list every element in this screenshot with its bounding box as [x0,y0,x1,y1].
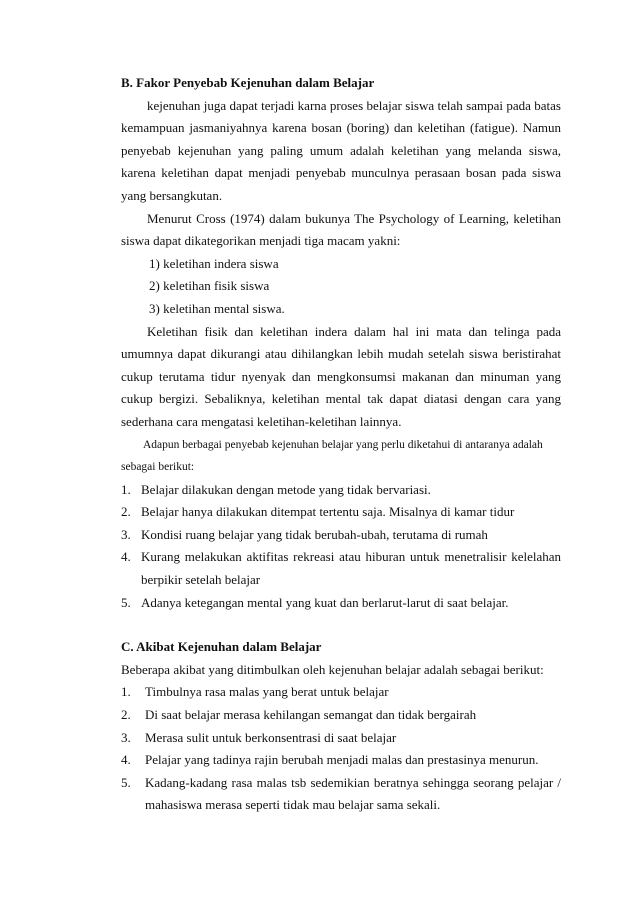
list-text-continuation: mahasiswa merasa seperti tidak mau belajar sama sekali. [145,797,441,813]
paragraph-line: Keletihan fisik dan keletihan indera dalam hal ini mata dan telinga pada [147,323,561,339]
list-text: Kurang melakukan aktifitas rekreasi atau hiburan untuk menetralisir kelelahan [141,549,561,565]
list-text: Belajar dilakukan dengan metode yang tidak bervariasi. [141,481,431,497]
list-number: 3. [121,729,131,745]
list-text: Kondisi ruang belajar yang tidak berubah-ubah, terutama di rumah [141,526,488,542]
list-item [121,479,561,502]
list-text: Kadang-kadang rasa malas tsb sedemikian beratnya sehingga seorang pelajar / [145,774,561,790]
paragraph-line: Menurut Cross (1974) dalam bukunya The Psychology of Learning, keletihan [147,210,561,226]
list-item [121,524,561,547]
list-item [121,772,561,795]
list-number: 2. [121,707,131,723]
paragraph-line: siswa dapat dikategorikan menjadi tiga macam yakni: [121,233,401,249]
list-text-continuation: berpikir setelah belajar [141,572,261,588]
list-item [121,592,561,615]
list-text: Timbulnya rasa malas yang berat untuk belajar [145,684,389,700]
list-item [121,749,561,772]
list-text: Belajar hanya dilakukan ditempat tertentu saja. Misalnya di kamar tidur [141,504,515,520]
paragraph-line: sebagai berikut: [121,461,195,474]
list-text: Di saat belajar merasa kehilangan semangat dan tidak bergairah [145,707,477,723]
list-item [121,681,561,704]
paragraph-line: kemampuan jasmaniyahnya karena bosan (boring) dan keletihan (fatigue). Namun [121,120,561,136]
list-text: Merasa sulit untuk berkonsentrasi di saat belajar [145,729,397,745]
section-gap [121,614,561,636]
paragraph-line: karena keletihan dapat menjadi penyebab munculnya perasaan bosan pada siswa [121,165,561,181]
paragraph-line: umumnya dapat dikurangi atau dihilangkan lebih mudah setelah siswa beristirahat [121,346,561,362]
list-number: 4. [121,752,131,768]
category-item: 3) keletihan mental siswa. [149,300,285,316]
paragraph-line: Adapun berbagai penyebab kejenuhan belajar yang perlu diketahui di antaranya adalah [143,438,543,451]
list-number: 2. [121,504,131,520]
list-item [121,546,561,569]
list-text: Adanya ketegangan mental yang kuat dan berlarut-larut di saat belajar. [141,594,509,610]
paragraph-line: penyebab kejenuhan yang paling umum adalah keletihan yang melanda siswa, [121,142,561,158]
list-number: 1. [121,684,131,700]
list-item [121,704,561,727]
paragraph-line: Beberapa akibat yang ditimbulkan oleh kejenuhan belajar adalah sebagai berikut: [121,661,544,677]
list-number: 1. [121,481,131,497]
list-number: 5. [121,774,131,790]
page-content [121,72,561,817]
list-number: 3. [121,526,131,542]
paragraph-line: sederhana cara mengatasi keletihan-keletihan lainnya. [121,413,402,429]
paragraph-line: yang bersangkutan. [121,187,223,203]
paragraph-line: cukup bergizi. Sebaliknya, keletihan mental tak dapat diatasi dengan cara yang [121,391,561,407]
list-item [121,501,561,524]
category-item: 1) keletihan indera siswa [149,255,279,271]
list-number: 5. [121,594,131,610]
list-item [121,727,561,750]
paragraph-line: kejenuhan juga dapat terjadi karna proses belajar siswa telah sampai pada batas [147,97,561,113]
list-number: 4. [121,549,131,565]
paragraph-line: cukup terutama tidur nyenyak dan mengkonsumsi makanan dan minuman yang [121,368,561,384]
section-c-heading: C. Akibat Kejenuhan dalam Belajar [121,639,322,655]
category-item: 2) keletihan fisik siswa [149,278,270,294]
list-text: Pelajar yang tadinya rajin berubah menjadi malas dan prestasinya menurun. [145,752,539,768]
section-b-heading: B. Fakor Penyebab Kejenuhan dalam Belajar [121,75,375,90]
